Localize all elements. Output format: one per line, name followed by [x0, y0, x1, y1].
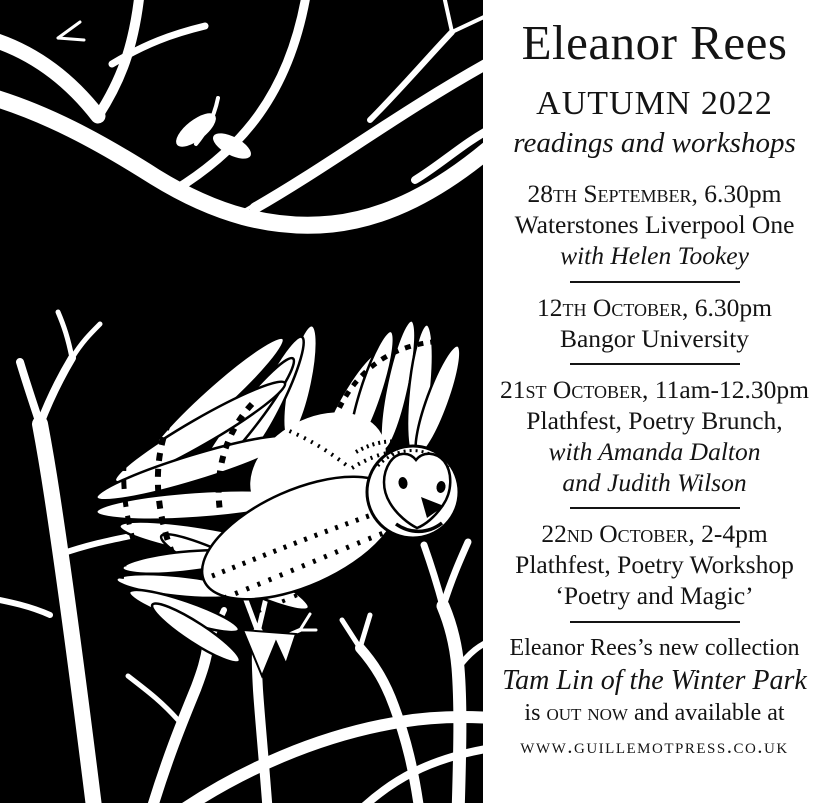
availability-line	[483, 698, 826, 729]
event-venue: Waterstones Liverpool One	[514, 210, 795, 240]
poster-title: Eleanor Rees	[521, 15, 788, 70]
event-venue: ‘Poetry and Magic’	[555, 581, 754, 611]
event-date: 22nd October,	[541, 519, 695, 549]
event-time: 2-4pm	[701, 519, 768, 549]
event-venue: Bangor University	[559, 323, 750, 353]
events-list	[483, 178, 826, 622]
event-time: 11am-12.30pm	[654, 374, 809, 404]
event-block	[483, 178, 826, 271]
footer	[483, 633, 826, 762]
event-date-line	[483, 518, 826, 549]
availability-post: and available at	[627, 699, 785, 726]
event-date-line	[483, 374, 826, 405]
event-date: 28th September,	[527, 179, 698, 209]
flying-owl	[93, 318, 469, 676]
divider	[570, 621, 740, 623]
divider	[570, 507, 740, 509]
availability-pre: is	[524, 699, 547, 726]
event-block	[483, 374, 826, 498]
availability-outnow: out now	[546, 699, 628, 726]
event-date-line	[483, 178, 826, 209]
event-date-line	[483, 292, 826, 323]
owl-feet	[243, 630, 296, 676]
tree-branches-top	[0, 0, 483, 225]
divider	[570, 281, 740, 283]
event-guests: with Helen Tookey	[560, 241, 749, 271]
event-block	[483, 292, 826, 354]
collection-intro: Eleanor Rees’s new collection	[509, 634, 800, 661]
event-date: 21st October,	[500, 374, 649, 404]
event-time: 6.30pm	[704, 179, 782, 209]
publisher-website: www.guillemotpress.co.uk	[520, 733, 789, 758]
event-venue: Plathfest, Poetry Workshop	[515, 550, 794, 580]
event-guests: and Judith Wilson	[562, 468, 747, 498]
season-heading: AUTUMN 2022	[536, 84, 773, 122]
event-listing-column	[483, 0, 826, 803]
event-date: 12th October,	[537, 292, 689, 322]
event-venue: Plathfest, Poetry Brunch,	[526, 405, 783, 435]
event-time: 6.30pm	[694, 292, 772, 322]
collection-title: Tam Lin of the Winter Park	[502, 664, 807, 696]
poster-subtitle: readings and workshops	[513, 126, 796, 159]
event-block	[483, 518, 826, 611]
event-guests: with Amanda Dalton	[548, 436, 761, 466]
divider	[570, 363, 740, 365]
